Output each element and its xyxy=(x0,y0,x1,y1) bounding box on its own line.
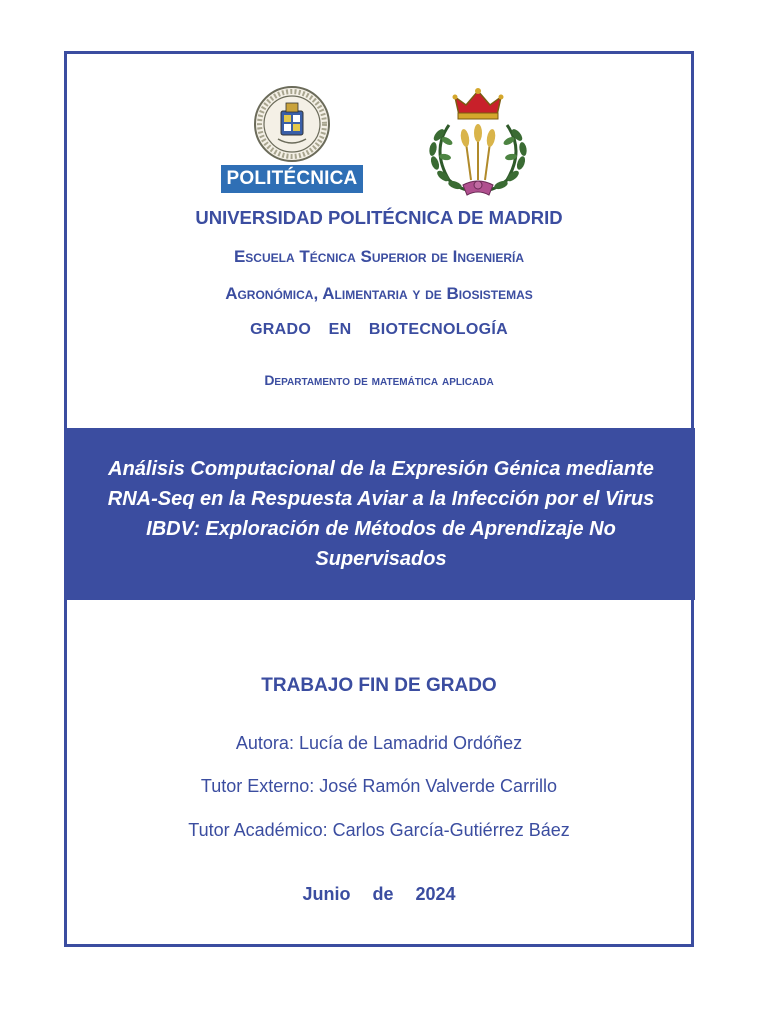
school-name-line2: Agronómica, Alimentaria y de Biosistemas xyxy=(225,284,533,303)
thesis-title-band xyxy=(67,428,695,600)
thesis-title: Análisis Computacional de la Expresión Génica mediante RNA-Seq en la Respuesta Aviar a la Infección por el Virus IBDV: Exploración de Métodos de Aprendizaje No Supervisados xyxy=(107,458,655,570)
school-name-line1: Escuela Técnica Superior de Ingeniería xyxy=(233,247,525,266)
upm-seal-icon xyxy=(253,85,331,163)
university-name: UNIVERSIDAD POLITÉCNICA DE MADRID xyxy=(195,207,563,228)
logos-row xyxy=(221,85,541,200)
upm-banner: POLITÉCNICA xyxy=(221,165,363,193)
academic-tutor-line: Tutor Académico: Carlos García-Gutiérrez Báez xyxy=(188,820,570,840)
department-name: Departamento de matemática aplicada xyxy=(264,372,494,388)
author-line: Autora: Lucía de Lamadrid Ordóñez xyxy=(235,733,523,753)
external-tutor-line: Tutor Externo: José Ramón Valverde Carrillo xyxy=(200,776,558,796)
etsi-crest-icon xyxy=(419,85,537,200)
degree-name: GRADO EN BIOTECNOLOGÍA xyxy=(250,321,508,338)
submission-date: Junio de 2024 xyxy=(302,884,456,904)
work-type: TRABAJO FIN DE GRADO xyxy=(261,675,497,696)
upm-logo xyxy=(221,85,363,195)
